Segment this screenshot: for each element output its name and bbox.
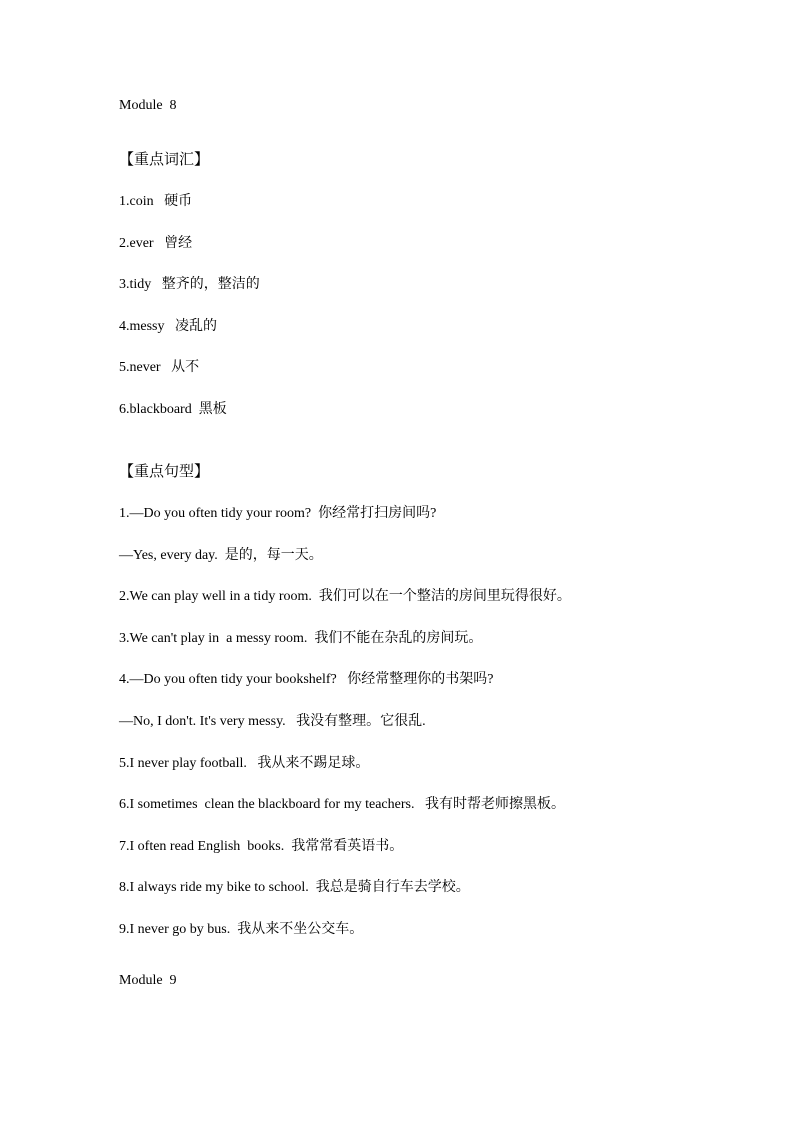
sentence-item: 1.—Do you often tidy your room? 你经常打扫房间吗? <box>119 506 437 521</box>
sentence-item: 9.I never go by bus. 我从来不坐公交车。 <box>119 922 364 937</box>
sentence-item: 3.We can't play in a messy room. 我们不能在杂乱的房间玩。 <box>119 631 483 646</box>
sentence-item: 7.I often read English books. 我常常看英语书。 <box>119 839 404 854</box>
vocab-item: 6.blackboard 黑板 <box>119 402 227 417</box>
vocab-heading: 【重点词汇】 <box>119 150 210 168</box>
vocab-item: 3.tidy 整齐的，整洁的 <box>119 277 260 292</box>
sentence-item: —Yes, every day. 是的，每一天。 <box>119 548 323 563</box>
vocab-item: 1.coin 硬币 <box>119 194 193 209</box>
sentence-item: —No, I don't. It's very messy. 我没有整理。它很乱. <box>119 714 426 729</box>
vocab-item: 2.ever 曾经 <box>119 236 193 251</box>
vocab-item: 4.messy 凌乱的 <box>119 319 217 334</box>
sentence-item: 5.I never play football. 我从来不踢足球。 <box>119 756 370 771</box>
sentence-item: 2.We can play well in a tidy room. 我们可以在一个整洁的房间里玩得很好。 <box>119 589 571 604</box>
sentence-item: 8.I always ride my bike to school. 我总是骑自行车去学校。 <box>119 880 470 895</box>
vocab-item: 5.never 从不 <box>119 360 200 375</box>
next-module-title: Module 9 <box>119 973 177 988</box>
sentences-heading: 【重点句型】 <box>119 462 210 480</box>
sentence-item: 6.I sometimes clean the blackboard for my teachers. 我有时帮老师擦黑板。 <box>119 797 565 812</box>
module-title: Module 8 <box>119 98 177 113</box>
sentence-item: 4.—Do you often tidy your bookshelf? 你经常整理你的书架吗? <box>119 672 494 687</box>
